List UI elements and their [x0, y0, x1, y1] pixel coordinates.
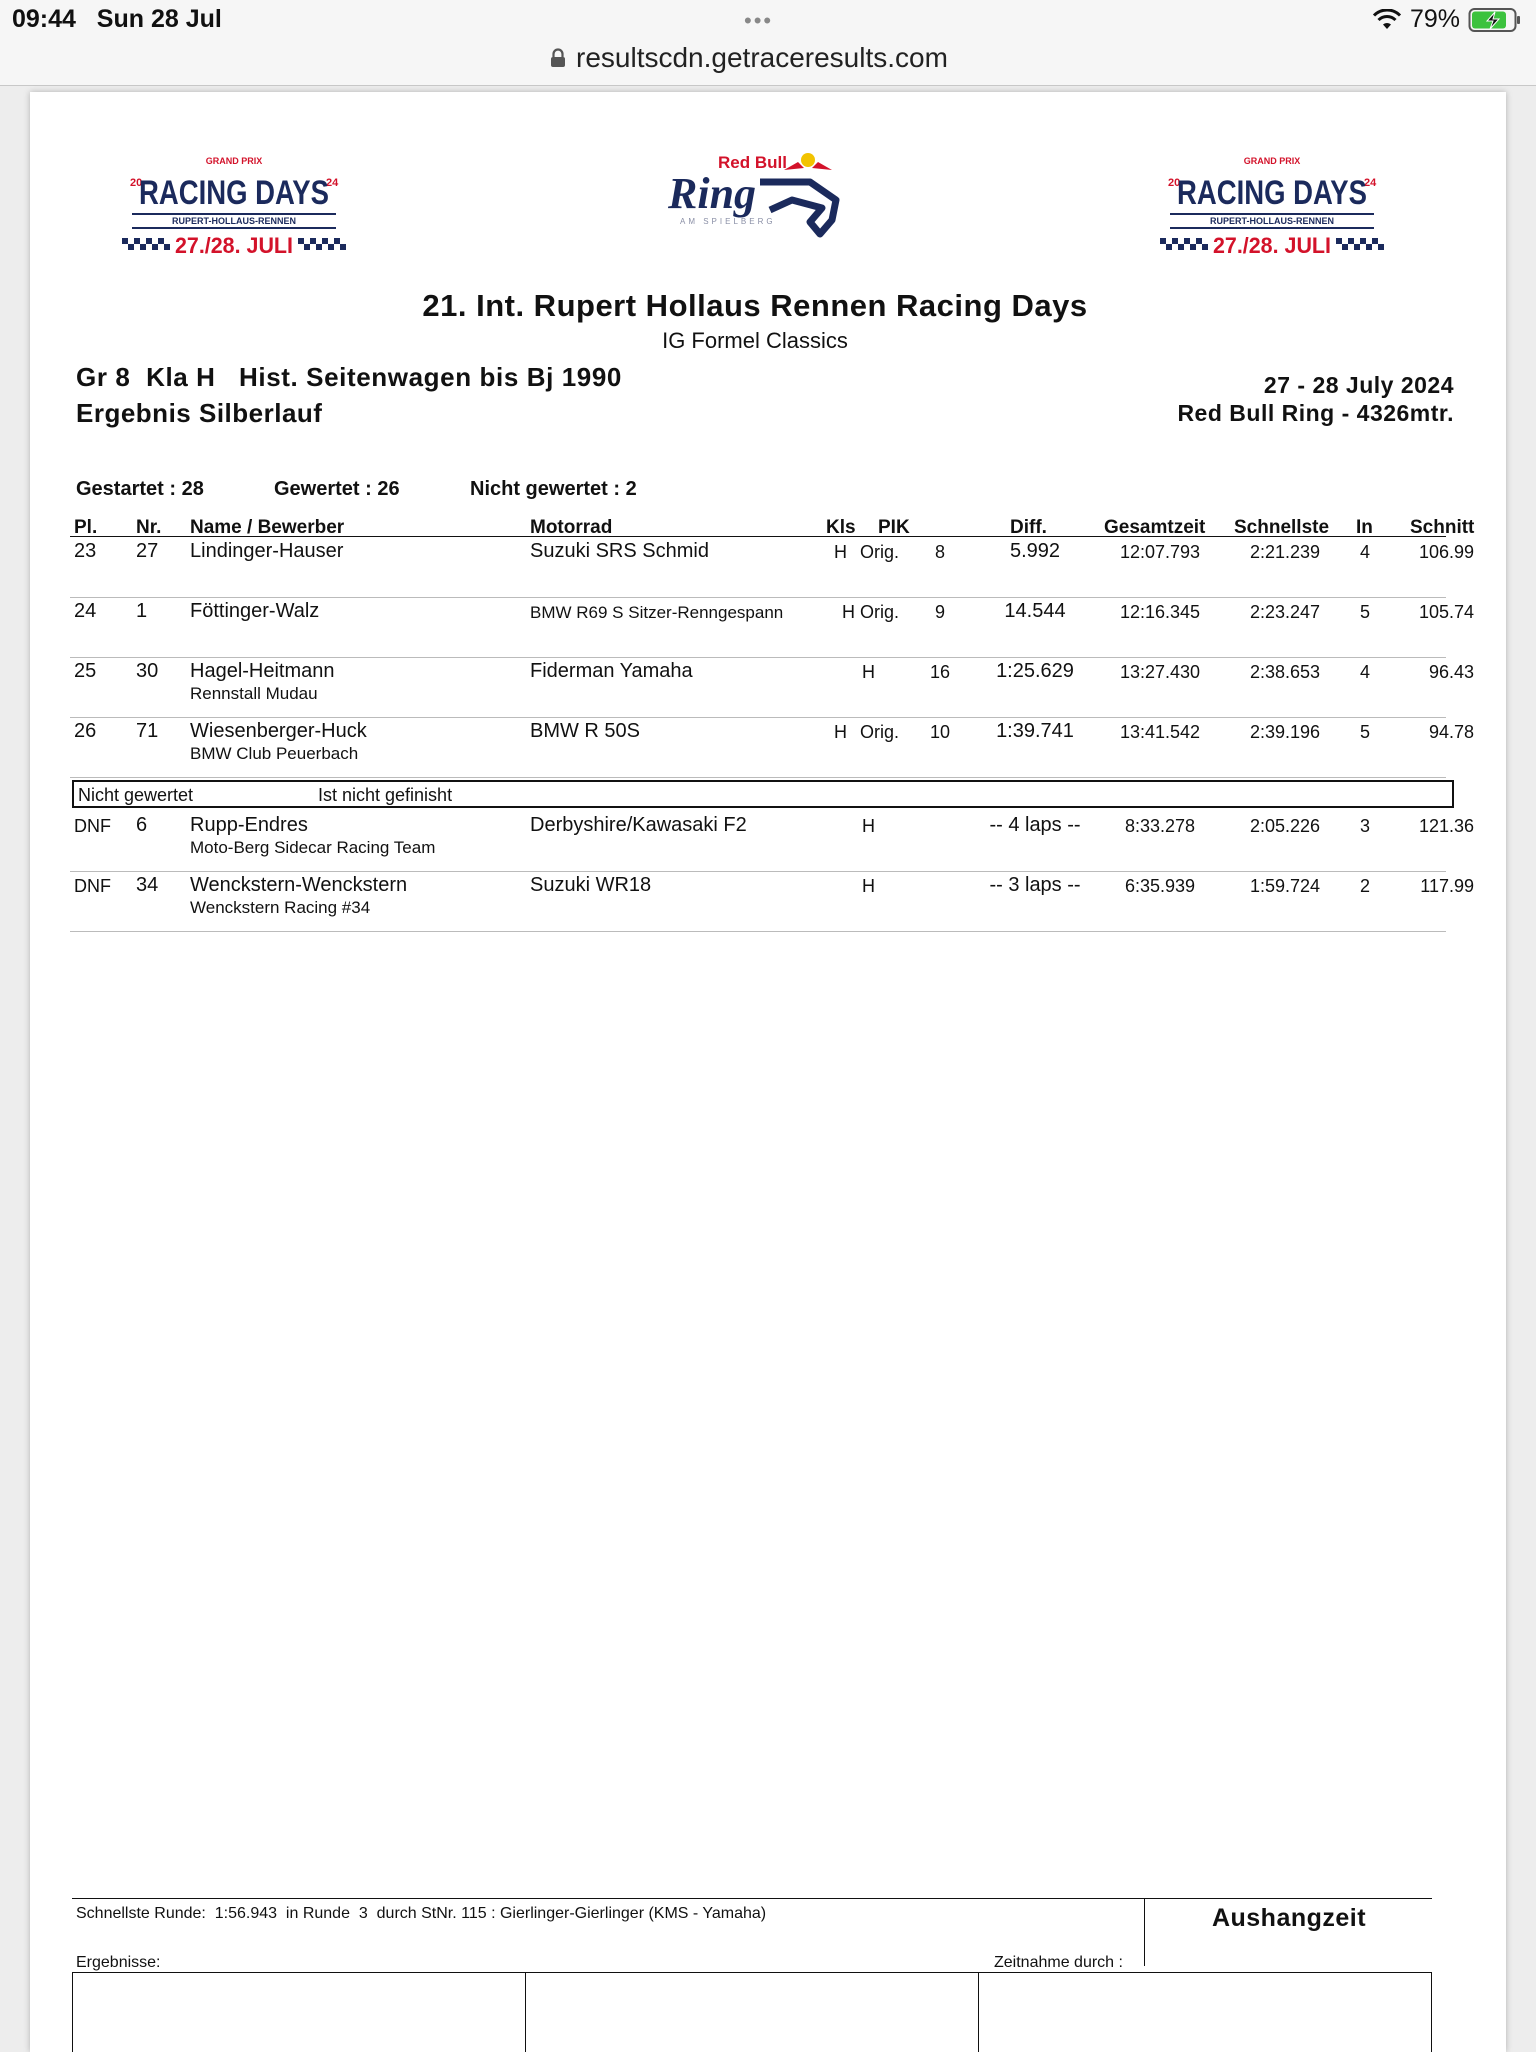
- stat-classified: Gewertet : 26: [274, 478, 400, 500]
- table-row: [70, 598, 1474, 658]
- cell-in: 5: [1359, 602, 1370, 622]
- cell-pik: 8: [934, 542, 945, 562]
- cell-name: Wenckstern-Wenckstern: [190, 874, 408, 896]
- cell-diff: -- 4 laps --: [989, 814, 1081, 836]
- cell-in: 4: [1359, 542, 1370, 562]
- url-bar[interactable]: [0, 40, 1536, 86]
- cell-schnitt: 105.74: [1418, 602, 1474, 622]
- cell-in: 3: [1359, 816, 1370, 836]
- cell-motorrad: BMW R 50S: [530, 720, 641, 742]
- cell-name: Rupp-Endres: [190, 814, 308, 836]
- cell-team: Rennstall Mudau: [190, 684, 318, 703]
- col-pik: PIK: [878, 517, 910, 538]
- start-stats: [76, 478, 637, 501]
- cell-diff: 1:39.741: [996, 720, 1074, 742]
- cell-diff: 1:25.629: [996, 660, 1074, 682]
- cell-kls: H: [834, 542, 847, 562]
- battery-charging-icon: [1468, 7, 1522, 33]
- cell-pl: 23: [74, 540, 97, 562]
- col-nr: Nr.: [136, 517, 162, 538]
- cell-nr: 27: [136, 540, 159, 562]
- stat-started: Gestartet : 28: [76, 478, 204, 500]
- cell-schnitt: 121.36: [1418, 816, 1474, 836]
- logo-year-left: 20: [1168, 177, 1181, 189]
- event-venue: Red Bull Ring - 4326mtr.: [1177, 400, 1454, 426]
- cell-schnitt: 117.99: [1420, 876, 1474, 896]
- table-header: [70, 517, 1475, 538]
- status-time: [12, 5, 222, 34]
- cell-pl: DNF: [74, 876, 111, 896]
- not-classified-header: [72, 780, 1454, 808]
- wifi-icon: [1372, 9, 1402, 31]
- logo-subtitle: RUPERT-HOLLAUS-RENNEN: [171, 216, 297, 226]
- cell-kls: H: [862, 876, 875, 896]
- col-motorrad: Motorrad: [530, 517, 613, 538]
- event-subtitle: IG Formel Classics: [662, 328, 848, 353]
- cell-schnitt: 106.99: [1418, 542, 1474, 562]
- cell-name: Wiesenberger-Huck: [190, 720, 367, 742]
- table-row-dnf: [70, 812, 1474, 872]
- cell-schnellste: 2:38.653: [1249, 662, 1321, 682]
- cell-gesamtzeit: 6:35.939: [1124, 876, 1196, 896]
- col-gesamtzeit: Gesamtzeit: [1104, 517, 1206, 538]
- event-date: 27 - 28 July 2024: [1263, 372, 1454, 398]
- cell-pik: 10: [929, 722, 951, 742]
- cell-orig: Orig.: [860, 542, 900, 562]
- cell-orig: Orig.: [860, 602, 900, 622]
- zeitnahme-label: Zeitnahme durch :: [994, 1954, 1123, 1971]
- cell-diff: -- 3 laps --: [989, 874, 1081, 896]
- cell-pl: 24: [74, 600, 97, 622]
- cell-name: Lindinger-Hauser: [190, 540, 344, 562]
- address[interactable]: [550, 42, 948, 74]
- cell-name: Hagel-Heitmann: [190, 660, 335, 682]
- logo-grand-prix: GRAND PRIX: [205, 156, 263, 166]
- cell-team: BMW Club Peuerbach: [190, 744, 359, 763]
- signature-boxes: [72, 1972, 1432, 2052]
- not-classified-label: Nicht gewertet: [78, 785, 194, 805]
- clock: 09:44: [12, 5, 76, 33]
- cell-schnitt: 96.43: [1428, 662, 1474, 682]
- cell-motorrad: Suzuki SRS Schmid: [530, 540, 709, 562]
- table-row: [70, 538, 1474, 598]
- ring-sub: AM SPIELBERG: [680, 217, 776, 226]
- cell-orig: Orig.: [860, 722, 900, 742]
- cell-pl: 25: [74, 660, 97, 682]
- logo-year-left: 20: [130, 177, 143, 189]
- logo-subtitle: RUPERT-HOLLAUS-RENNEN: [1209, 216, 1335, 226]
- cell-gesamtzeit: 12:07.793: [1119, 542, 1201, 562]
- cell-pl: 26: [74, 720, 97, 742]
- cell-kls: H: [862, 816, 875, 836]
- footer-divider: [72, 1898, 1432, 1899]
- not-classified-reason: Ist nicht gefinisht: [318, 785, 453, 805]
- fastest-lap: Schnellste Runde: 1:56.943 in Runde 3 durch StNr. 115 : Gierlinger-Gierlinger (KMS - Yamaha): [76, 1905, 767, 1922]
- table-row-dnf: [70, 872, 1474, 932]
- status-date: Sun 28 Jul: [96, 5, 222, 33]
- cell-gesamtzeit: 8:33.278: [1124, 816, 1196, 836]
- ring-brand: Red Bull: [718, 153, 787, 172]
- cell-motorrad: Fiderman Yamaha: [530, 660, 693, 682]
- cell-gesamtzeit: 12:16.345: [1119, 602, 1201, 622]
- cell-nr: 6: [136, 814, 148, 836]
- cell-team: Moto-Berg Sidecar Racing Team: [190, 838, 436, 857]
- cell-in: 5: [1359, 722, 1370, 742]
- logo-year-right: 24: [1364, 177, 1377, 189]
- cell-schnellste: 2:21.239: [1249, 542, 1321, 562]
- cell-pl: DNF: [74, 816, 111, 836]
- cell-diff: 14.544: [1004, 600, 1066, 622]
- battery-percent: 79%: [1409, 5, 1460, 33]
- col-schnitt: Schnitt: [1410, 517, 1475, 538]
- event-title: 21. Int. Rupert Hollaus Rennen Racing Days: [422, 288, 1088, 323]
- col-diff: Diff.: [1010, 517, 1047, 538]
- cell-schnellste: 2:05.226: [1249, 816, 1321, 836]
- cell-team: Wenckstern Racing #34: [190, 898, 371, 917]
- cell-kls: H: [834, 722, 847, 742]
- racing-days-logo: [118, 150, 350, 262]
- logo-dates: 27./28. JULI: [1213, 233, 1331, 258]
- aushang-divider: [1144, 1898, 1145, 1966]
- aushangzeit: Aushangzeit: [1211, 1904, 1367, 1932]
- bull-icon: [784, 153, 832, 170]
- logo-name: RACING DAYS: [1177, 174, 1367, 212]
- cell-kls: H: [842, 602, 855, 622]
- racing-days-logo-right: [1156, 150, 1388, 262]
- red-bull-ring-logo: [660, 148, 880, 258]
- cell-gesamtzeit: 13:41.542: [1119, 722, 1201, 742]
- signature-box: [73, 1973, 526, 2052]
- cell-in: 4: [1359, 662, 1370, 682]
- multitask-dots-icon[interactable]: •••: [744, 8, 774, 33]
- stat-not-classified: Nicht gewertet : 2: [470, 478, 637, 500]
- signature-box: [526, 1973, 979, 2052]
- status-right: [1372, 5, 1522, 34]
- cell-kls: H: [862, 662, 875, 682]
- cell-nr: 34: [136, 874, 159, 896]
- class-line: Gr 8 Kla H Hist. Seitenwagen bis Bj 1990: [76, 362, 622, 392]
- cell-schnellste: 1:59.724: [1249, 876, 1321, 896]
- col-kls: Kls: [826, 517, 856, 538]
- table-row: [70, 658, 1474, 718]
- lock-icon: [550, 48, 566, 68]
- cell-nr: 71: [136, 720, 159, 742]
- cell-diff: 5.992: [1009, 540, 1061, 562]
- url-text: resultscdn.getraceresults.com: [576, 42, 948, 73]
- cell-schnellste: 2:39.196: [1249, 722, 1321, 742]
- table-row: [70, 718, 1474, 778]
- cell-name: Föttinger-Walz: [190, 600, 320, 622]
- cell-gesamtzeit: 13:27.430: [1119, 662, 1201, 682]
- ergebnisse-label: Ergebnisse:: [76, 1954, 161, 1971]
- col-schnellste: Schnellste: [1234, 517, 1330, 538]
- cell-schnitt: 94.78: [1428, 722, 1474, 742]
- logo-name: RACING DAYS: [139, 174, 329, 212]
- logo-year-right: 24: [326, 177, 339, 189]
- cell-schnellste: 2:23.247: [1249, 602, 1321, 622]
- cell-motorrad: Derbyshire/Kawasaki F2: [530, 814, 747, 836]
- cell-pik: 16: [929, 662, 951, 682]
- cell-motorrad: Suzuki WR18: [530, 874, 652, 896]
- signature-box: [979, 1973, 1431, 2052]
- cell-pik: 9: [934, 602, 945, 622]
- cell-in: 2: [1359, 876, 1370, 896]
- logo-grand-prix: GRAND PRIX: [1243, 156, 1301, 166]
- col-pl: Pl.: [74, 517, 98, 538]
- logo-dates: 27./28. JULI: [175, 233, 293, 258]
- col-name: Name / Bewerber: [190, 517, 345, 538]
- cell-nr: 30: [136, 660, 159, 682]
- cell-nr: 1: [136, 600, 148, 622]
- results-document: [30, 92, 1506, 2052]
- ring-name: Ring: [668, 169, 757, 218]
- cell-motorrad: BMW R69 S Sitzer-Renngespann: [530, 603, 784, 622]
- col-in: In: [1356, 517, 1373, 538]
- status-bar: [0, 0, 1536, 40]
- result-label: Ergebnis Silberlauf: [76, 398, 323, 428]
